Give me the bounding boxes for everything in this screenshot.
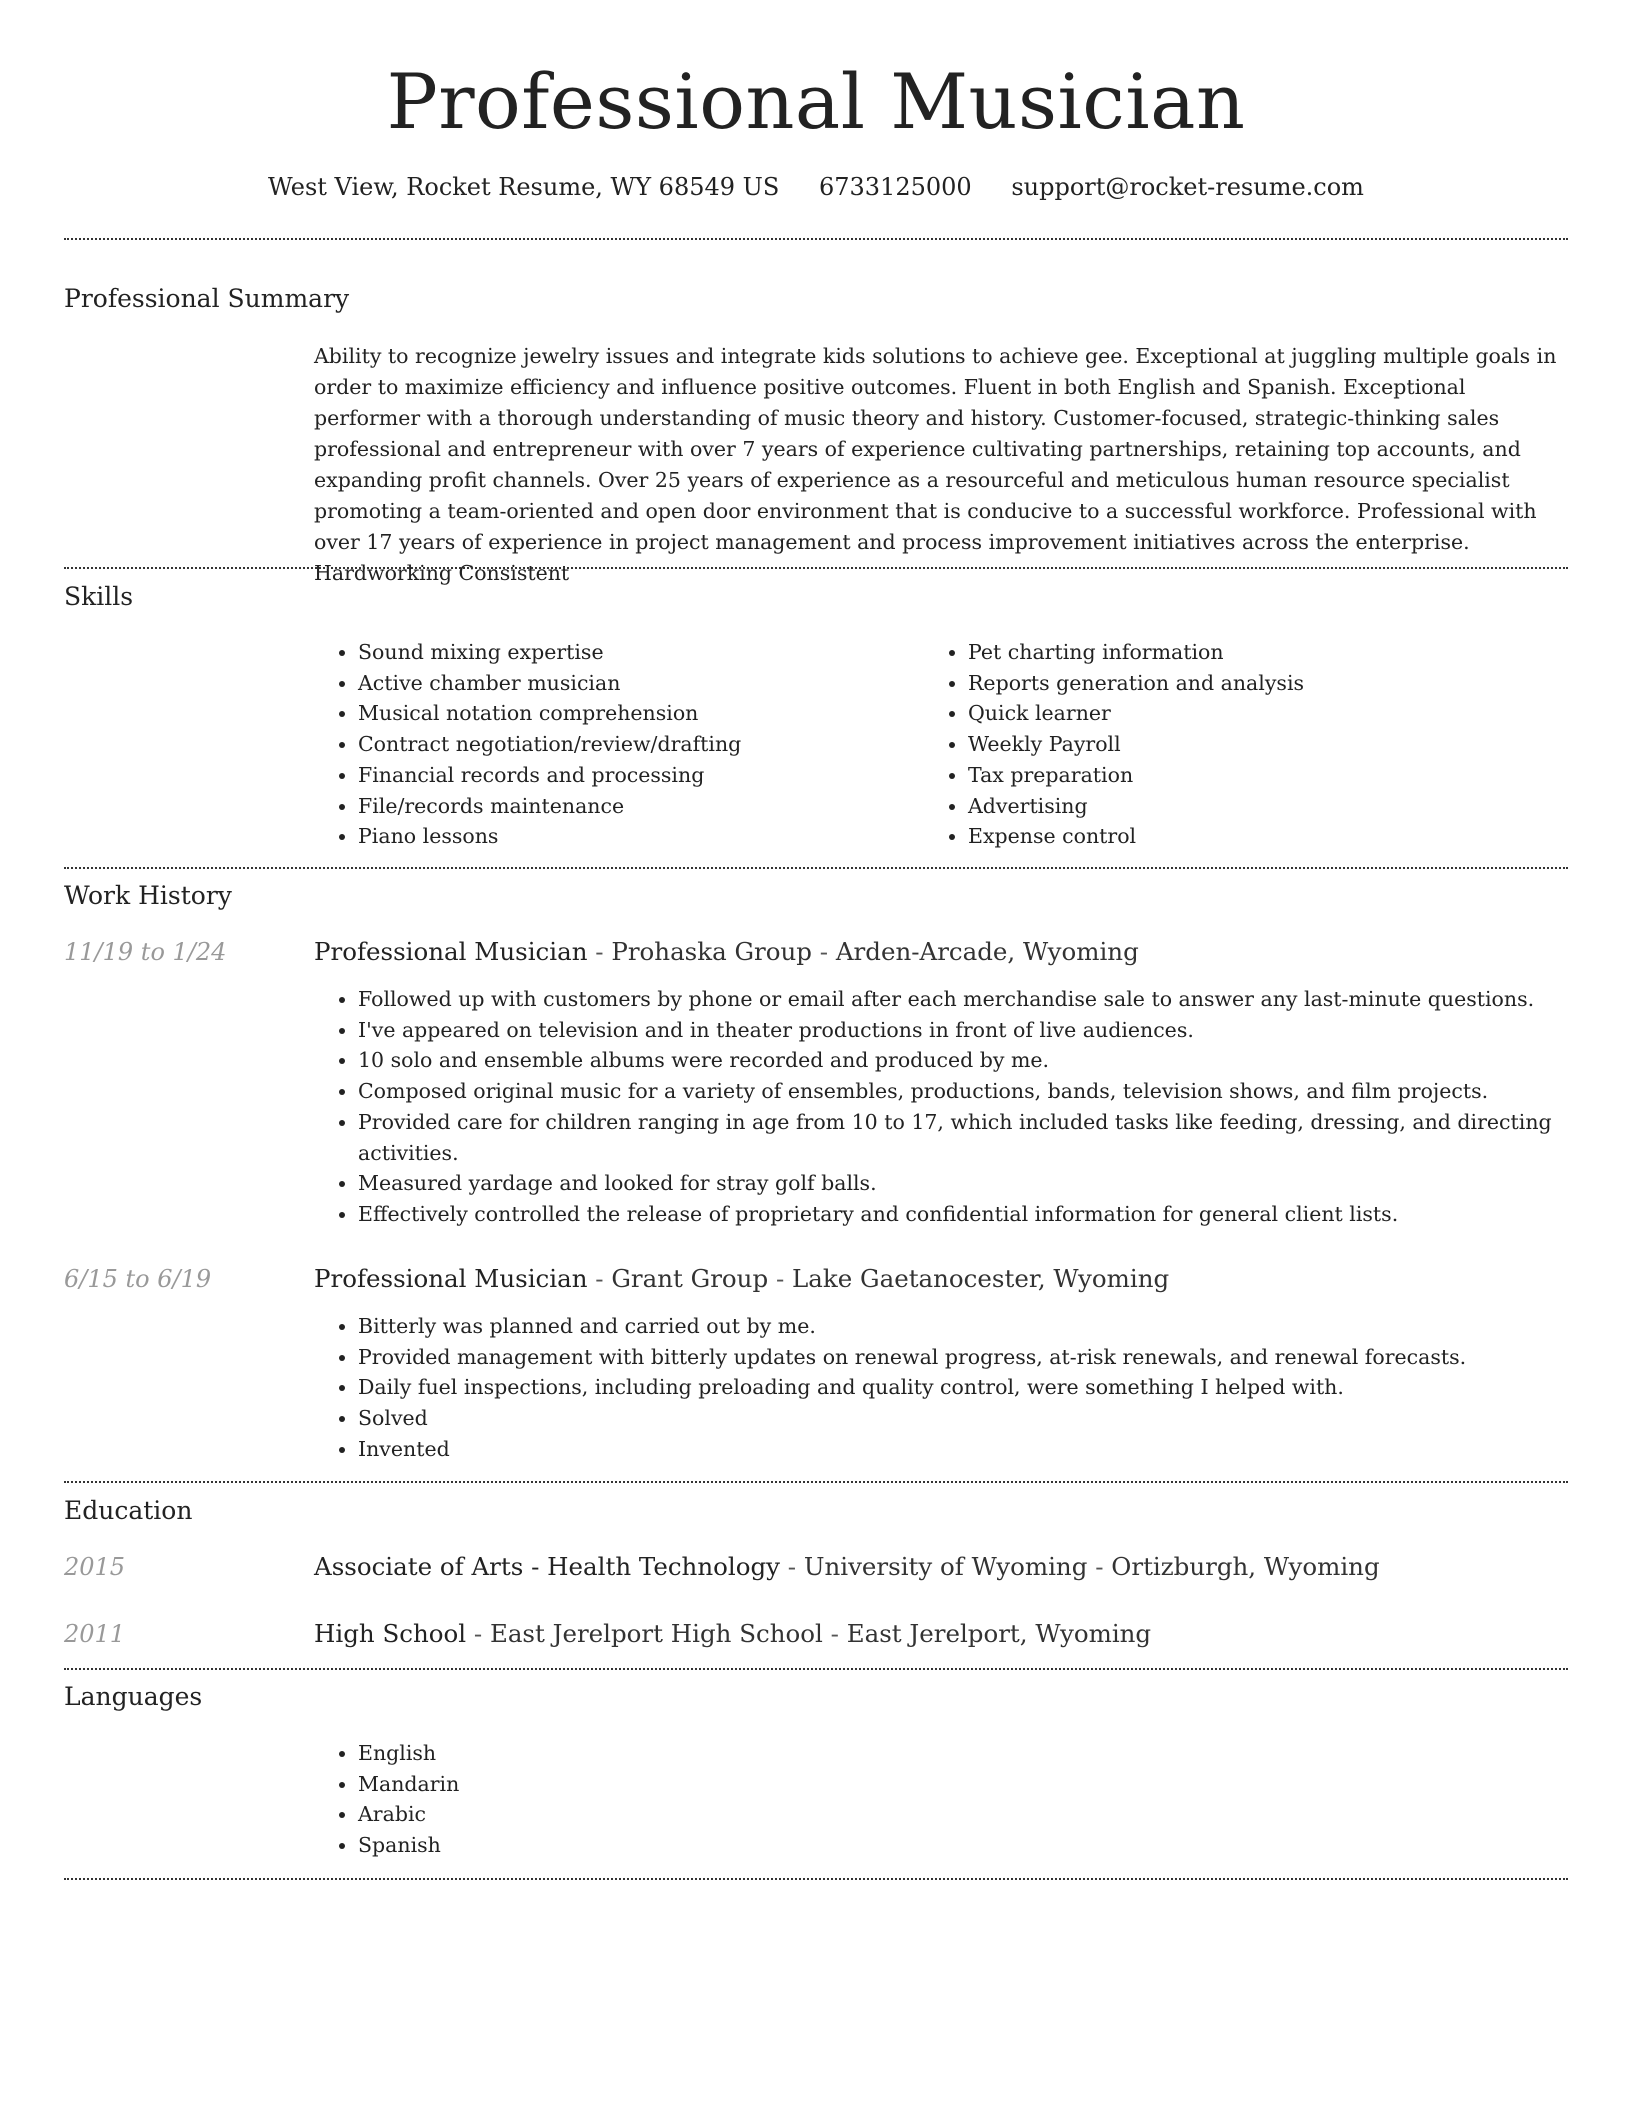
job-role: Professional Musician (314, 937, 588, 966)
skill-item: • Weekly Payroll (968, 729, 1588, 760)
languages-heading: Languages (64, 1682, 203, 1711)
job-dates: 11/19 to 1/24 (64, 938, 227, 966)
skill-item: • Quick learner (968, 698, 1588, 729)
divider (64, 238, 1568, 240)
education-school: East Jerelport High School (489, 1619, 823, 1648)
address: West View, Rocket Resume, WY 68549 US (268, 173, 780, 201)
education-school: University of Wyoming (803, 1552, 1088, 1581)
job-dates: 6/15 to 6/19 (64, 1265, 212, 1293)
job-title: Professional Musician - Grant Group - Lake Gaetanocester, Wyoming (314, 1264, 1170, 1293)
language-item: • English (358, 1738, 958, 1769)
languages-list (314, 1738, 958, 1861)
skill-item: • Reports generation and analysis (968, 668, 1588, 699)
job-bullets (314, 1311, 1588, 1465)
divider (64, 1878, 1568, 1880)
job-bullet: • I've appeared on television and in theater productions in front of live audiences. (358, 1015, 1588, 1046)
job-bullet: • Followed up with customers by phone or email after each merchandise sale to answer any last-minute questions. (358, 984, 1588, 1015)
language-item: • Spanish (358, 1830, 958, 1861)
job-location: Lake Gaetanocester, Wyoming (792, 1264, 1170, 1293)
summary-text: Ability to recognize jewelry issues and integrate kids solutions to achieve gee. Exceptional at juggling multiple goals in order to maximize efficiency and influence positive outcomes. Fluent in both English and Spanish. Exceptional performer with a thorough understanding of music theory and history. Customer-focused, strategic-thinking sales professional and entrepreneur with over 7 years of experience cultivating partnerships, retaining top accounts, and expanding profit channels. Over 25 years of experience as a resourceful and meticulous human resource specialist promoting a team-oriented and open door environment that is conducive to a successful workforce. Professional with over 17 years of experience in project management and process improvement initiatives across the enterprise. Hardworking Consistent (314, 344, 1557, 585)
job-bullet: • 10 solo and ensemble albums were recorded and produced by me. (358, 1045, 1588, 1076)
job-bullet: • Provided care for children ranging in age from 10 to 17, which included tasks like feeding, dressing, and directing activities. (358, 1107, 1588, 1168)
job-bullet: • Effectively controlled the release of proprietary and confidential information for general client lists. (358, 1199, 1588, 1230)
job-bullet: • Daily fuel inspections, including preloading and quality control, were something I helped with. (358, 1372, 1588, 1403)
contact-line (64, 170, 1568, 204)
skill-item: • File/records maintenance (358, 791, 918, 822)
skill-item: • Pet charting information (968, 637, 1588, 668)
divider (64, 567, 1568, 569)
skills-heading: Skills (64, 582, 134, 611)
divider (64, 1668, 1568, 1670)
summary-heading: Professional Summary (64, 284, 350, 313)
language-item: • Mandarin (358, 1769, 958, 1800)
education-year: 2015 (64, 1553, 126, 1581)
education-year: 2011 (64, 1620, 126, 1648)
job-role: Professional Musician (314, 1264, 588, 1293)
skill-item: • Contract negotiation/review/drafting (358, 729, 918, 760)
education-degree: High School (314, 1619, 467, 1648)
job-bullet: • Bitterly was planned and carried out by me. (358, 1311, 1588, 1342)
skill-item: • Expense control (968, 821, 1588, 852)
job-bullets (314, 984, 1588, 1230)
work-heading: Work History (64, 881, 232, 910)
job-bullet: • Invented (358, 1434, 1588, 1465)
education-heading: Education (64, 1496, 193, 1525)
email: support@rocket-resume.com (1011, 173, 1364, 201)
education-location: East Jerelport, Wyoming (846, 1619, 1152, 1648)
phone: 6733125000 (818, 173, 972, 201)
education-entry: High School - East Jerelport High School - East Jerelport, Wyoming (314, 1619, 1152, 1648)
job-bullet: • Composed original music for a variety of ensembles, productions, bands, television shows, and film projects. (358, 1076, 1588, 1107)
divider (64, 1481, 1568, 1483)
candidate-name: Professional Musician (386, 57, 1246, 146)
divider (64, 867, 1568, 869)
job-bullet: • Solved (358, 1403, 1588, 1434)
job-company: Prohaska Group (611, 937, 812, 966)
job-bullet: • Measured yardage and looked for stray golf balls. (358, 1168, 1588, 1199)
skills-list-left (314, 637, 918, 852)
skills-list-right (924, 637, 1588, 852)
education-location: Ortizburgh, Wyoming (1111, 1552, 1380, 1581)
language-item: • Arabic (358, 1799, 958, 1830)
skill-item: • Musical notation comprehension (358, 698, 918, 729)
skill-item: • Active chamber musician (358, 668, 918, 699)
job-location: Arden-Arcade, Wyoming (835, 937, 1139, 966)
skill-item: • Sound mixing expertise (358, 637, 918, 668)
education-entry: Associate of Arts - Health Technology - University of Wyoming - Ortizburgh, Wyoming (314, 1552, 1380, 1581)
education-degree: Associate of Arts - Health Technology (314, 1552, 780, 1581)
job-title: Professional Musician - Prohaska Group - Arden-Arcade, Wyoming (314, 937, 1139, 966)
job-company: Grant Group (611, 1264, 769, 1293)
skill-item: • Financial records and processing (358, 760, 918, 791)
job-bullet: • Provided management with bitterly updates on renewal progress, at-risk renewals, and renewal forecasts. (358, 1342, 1588, 1373)
skill-item: • Tax preparation (968, 760, 1588, 791)
skill-item: • Piano lessons (358, 821, 918, 852)
skill-item: • Advertising (968, 791, 1588, 822)
